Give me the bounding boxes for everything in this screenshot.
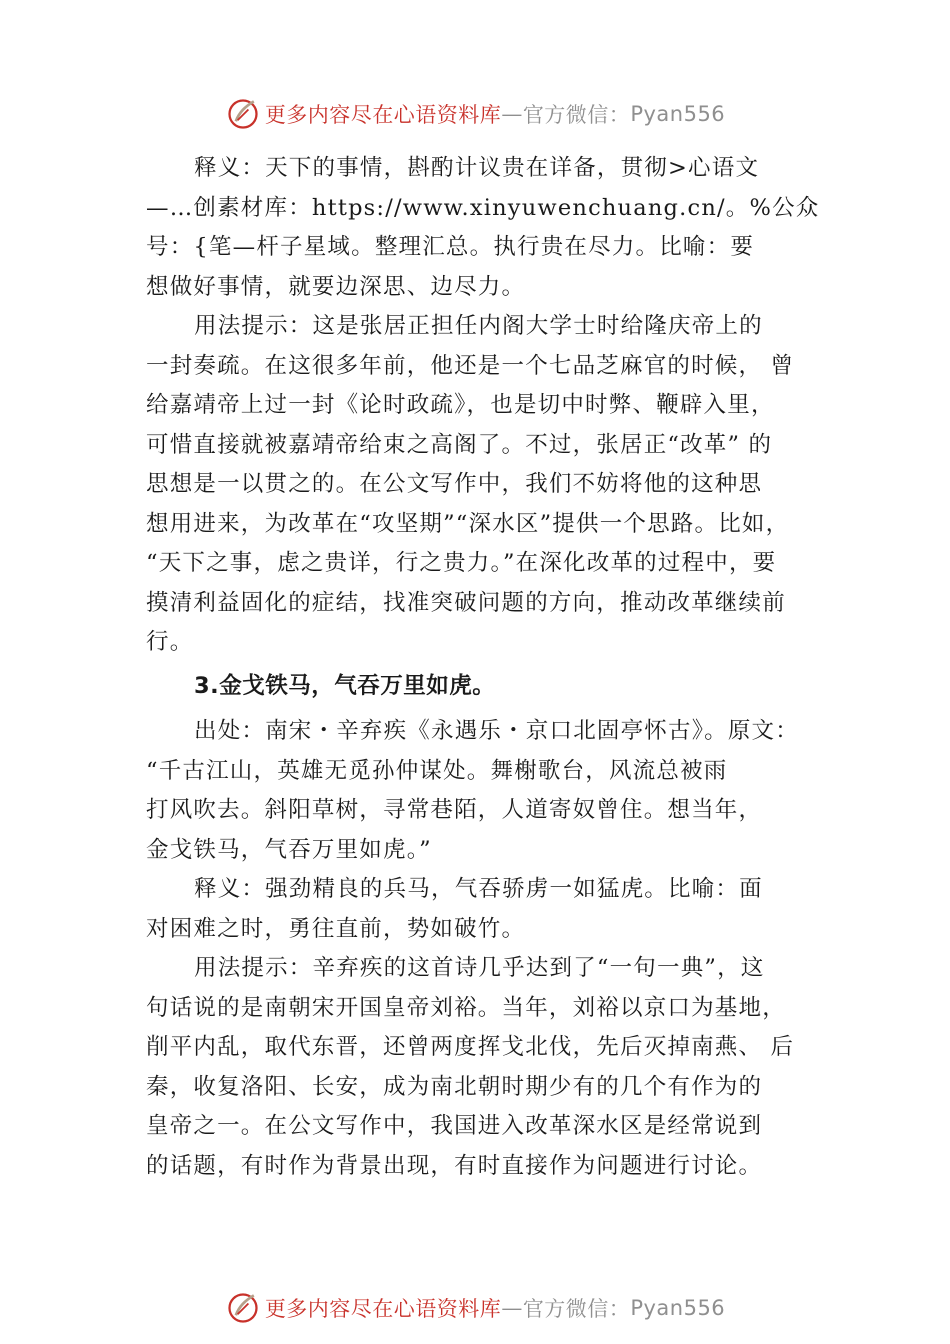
banner-wechat-id: Pyan556 — [630, 1296, 726, 1320]
banner-main-text: 更多内容尽在心语资料库 — [264, 103, 502, 127]
banner-main-text: 更多内容尽在心语资料库 — [264, 1297, 502, 1321]
text-line: 削平内乱，取代东晋，还曾两度挥戈北伐，先后灭掉南燕、 后 — [146, 1034, 795, 1060]
text-line: 的话题，有时作为背景出现，有时直接作为问题进行讨论。 — [146, 1152, 763, 1179]
banner-official-label: 官方微信： — [522, 103, 631, 127]
text-line: 秦，收复洛阳、长安，成为南北朝时期少有的几个有作为的 — [146, 1073, 763, 1100]
text-line: 皇帝之一。在公文写作中，我国进入改革深水区是经常说到 — [146, 1113, 763, 1139]
text-line: 用法提示：这是张居正担任内阁大学士时给隆庆帝上的 — [194, 313, 763, 339]
text-line: 思想是一以贯之的。在公文写作中，我们不妨将他的这种思 — [146, 471, 763, 497]
section-heading: 3.金戈铁马，气吞万里如虎。 — [194, 672, 496, 699]
text-line: “天下之事，虑之贵详，行之贵力。”在深化改革的过程中，要 — [146, 550, 777, 576]
text-line: 释义：天下的事情，斟酌计议贵在详备，贯彻>心语文 — [194, 155, 760, 181]
text-line: 一封奏疏。在这很多年前，他还是一个七品芝麻官的时候， 曾 — [146, 352, 795, 379]
text-line: 金戈铁马，气吞万里如虎。” — [146, 836, 432, 863]
logo-icon — [225, 96, 261, 132]
text-line: 打风吹去。斜阳草树，寻常巷陌，人道寄奴曾住。想当年， — [146, 797, 763, 823]
banner-wechat-id: Pyan556 — [630, 102, 726, 126]
text-line: 行。 — [146, 629, 194, 655]
logo-icon — [225, 1290, 261, 1326]
header-banner — [0, 94, 950, 134]
section-1-text — [146, 149, 846, 663]
text-line: 对困难之时，勇往直前，势如破竹。 — [146, 915, 526, 942]
text-line: 给嘉靖帝上过一封《论时政疏》，也是切中时弊、鞭辟入里， — [146, 392, 775, 418]
text-line: 摸清利益固化的症结，找准突破问题的方向，推动改革继续前 — [146, 589, 786, 616]
section-2-text — [146, 712, 846, 1186]
text-line: —…创素材库：https://www.xinyuwenchuang.cn/。%公众 — [146, 194, 820, 221]
text-line: 出处：南宋・辛弃疾《永遇乐・京口北固亭怀古》。原文： — [194, 718, 799, 744]
text-line: 想做好事情，就要边深思、边尽力。 — [146, 273, 526, 300]
footer-banner — [0, 1288, 950, 1328]
banner-dash: — — [501, 102, 523, 126]
text-line: “千古江山，英雄无觅孙仲谋处。舞榭歌台，风流总被雨 — [146, 757, 728, 784]
text-line: 用法提示：辛弃疾的这首诗几乎达到了“一句一典”，这 — [194, 955, 765, 981]
text-line: 号：{笔—杆子星域。整理汇总。执行贵在尽力。比喻：要 — [146, 234, 755, 260]
text-line: 可惜直接就被嘉靖帝给束之高阁了。不过，张居正“改革” 的 — [146, 431, 773, 458]
text-line: 释义：强劲精良的兵马，气吞骄虏一如猛虎。比喻：面 — [194, 876, 763, 902]
banner-official-label: 官方微信： — [522, 1297, 631, 1321]
text-line: 想用进来，为改革在“攻坚期”“深水区”提供一个思路。比如， — [146, 510, 790, 537]
document-body — [146, 149, 846, 1186]
banner-dash: — — [501, 1296, 523, 1320]
text-line: 句话说的是南朝宋开国皇帝刘裕。当年，刘裕以京口为基地， — [146, 994, 786, 1021]
